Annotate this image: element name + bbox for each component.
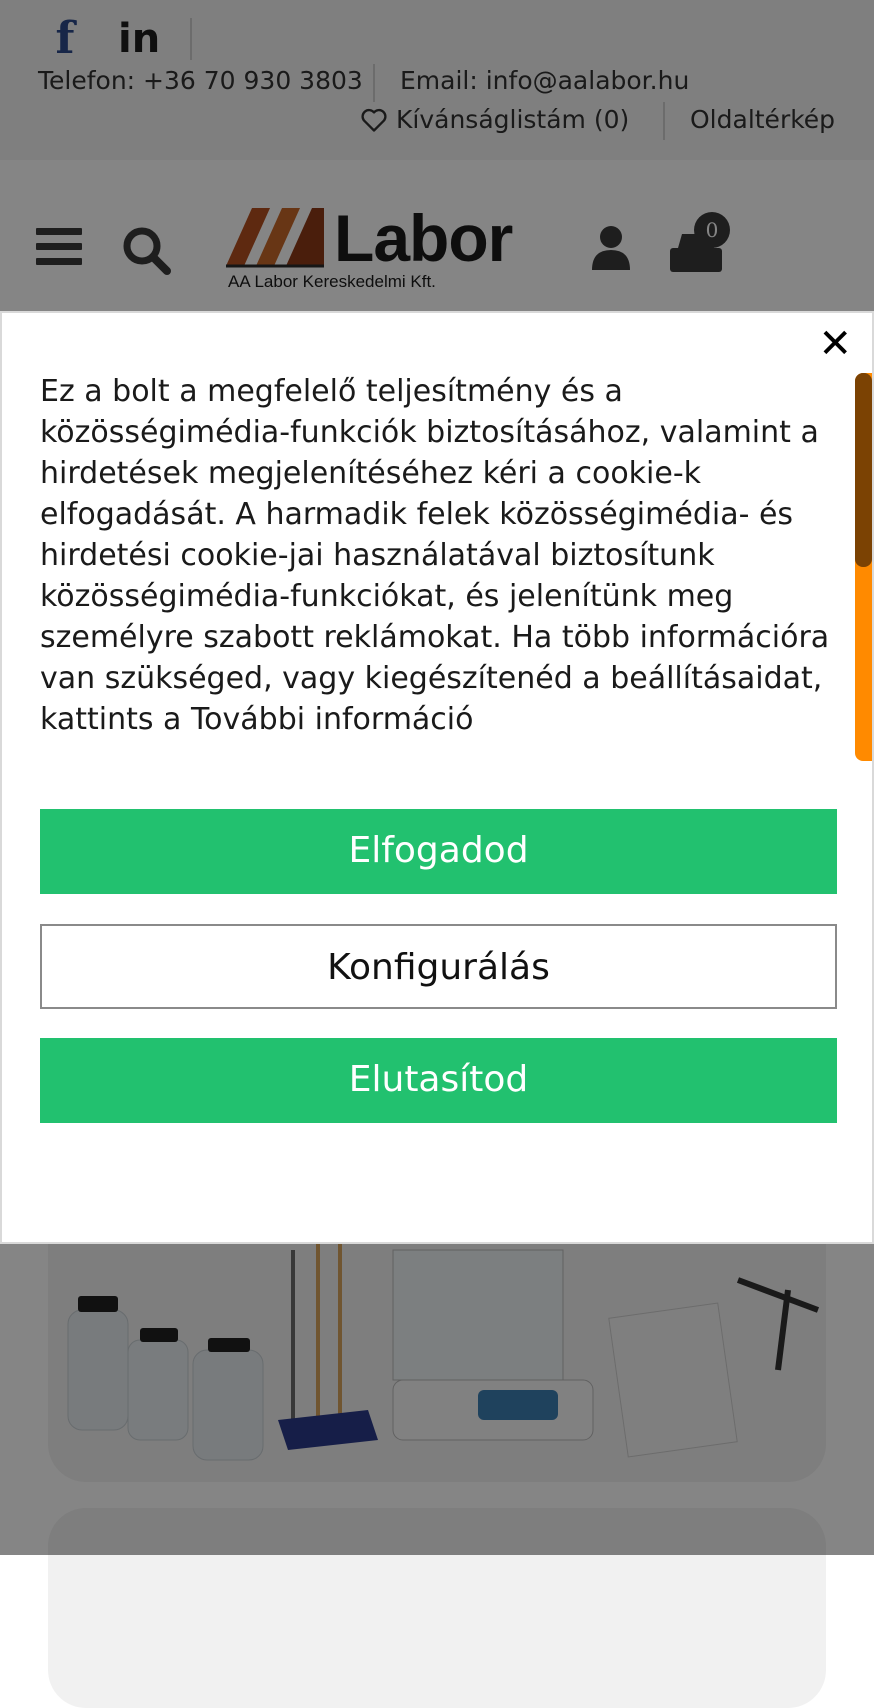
sitemap-link[interactable]: Oldaltérkép bbox=[690, 105, 836, 134]
cookie-notice-text: Ez a bolt a megfelelő teljesítmény és a közösségimédia-funkciók biztosításához, valamint a hirdetések megjelenítéséhez kéri a cookie-k elfogadását. A harmadik felek közösségimédia- és hirdetési cookie-jai használatával biztosítunk közösségimédia-funkciókat, és jelenítünk meg személyre szabott reklámokat. Ha több információra van szükséged, vagy kiegészítenéd a beállításaidat, kattints a További információ bbox=[40, 374, 830, 737]
close-icon[interactable]: ✕ bbox=[818, 321, 852, 367]
linkedin-icon[interactable]: in bbox=[118, 16, 161, 62]
configure-button[interactable]: Konfigurálás bbox=[40, 924, 837, 1009]
cookie-consent-modal bbox=[0, 311, 874, 1244]
cart-count-badge: 0 bbox=[694, 212, 730, 248]
brand-name: Labor bbox=[334, 201, 513, 275]
phone-link[interactable]: Telefon: +36 70 930 3803 bbox=[38, 66, 363, 95]
wishlist-label: Kívánságlistám (0) bbox=[396, 105, 630, 134]
email-link[interactable]: Email: info@aalabor.hu bbox=[400, 66, 690, 95]
reject-button[interactable]: Elutasítod bbox=[40, 1038, 837, 1123]
accept-button[interactable]: Elfogadod bbox=[40, 809, 837, 894]
company-name: AA Labor Kereskedelmi Kft. bbox=[228, 272, 436, 291]
scrollbar-thumb[interactable] bbox=[855, 373, 872, 567]
facebook-icon[interactable]: f bbox=[55, 13, 75, 64]
cookie-text-container[interactable] bbox=[40, 371, 830, 761]
